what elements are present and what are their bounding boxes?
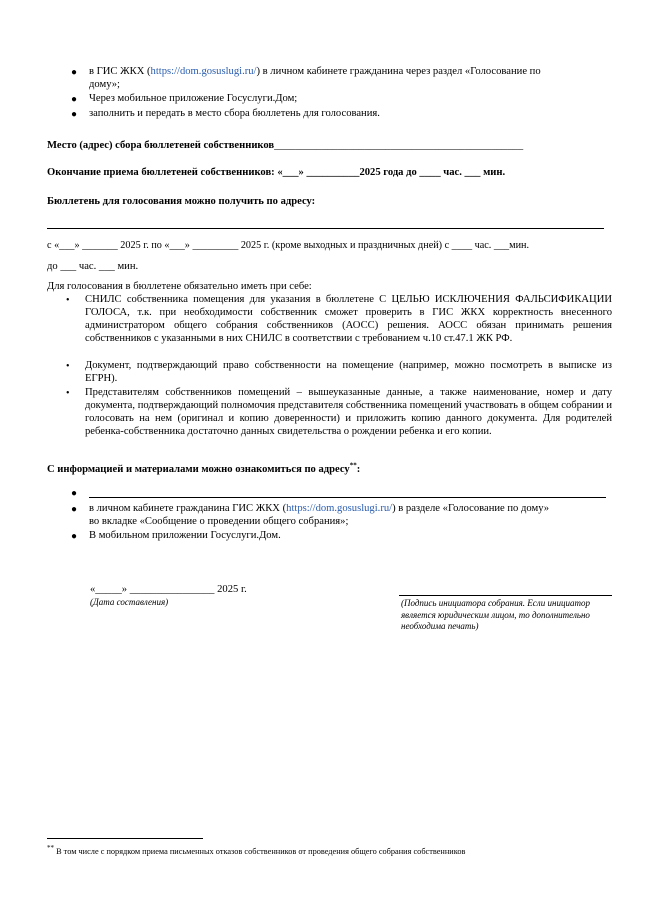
signature-caption: (Подпись инициатора собрания. Если инициатор является юридическим лицом, то дополнительно необходима печать) xyxy=(401,598,590,631)
bullet-icon: ● xyxy=(71,504,78,515)
bullet-icon: • xyxy=(66,361,70,372)
date-of-compilation-line: «_____» ________________ 2025 г. xyxy=(90,584,247,595)
requirement-snils: СНИЛС собственника помещения для указания в бюллетене С ЦЕЛЬЮ ИСКЛЮЧЕНИЯ ФАЛЬСИФИКАЦИИ ГОЛОСА, т.к. при необходимости собственник сможет проверить в ГИС ЖКХ корректность внесенного администратором общего собрания собственников (АОСС) решения. АОСС обязан принимать решения собственников с указанными в них СНИЛС в соответствии с требованием ч.10 ст.47.1 ЖК РФ. xyxy=(85,294,612,345)
materials-address-blank xyxy=(89,497,606,498)
materials-gis-cabinet-cont: во вкладке «Сообщение о проведении общего собрания»; xyxy=(89,516,349,527)
gis-link[interactable]: https://dom.gosuslugi.ru/ xyxy=(150,66,257,77)
collection-place-label: Место (адрес) сбора бюллетеней собственников xyxy=(47,140,275,151)
bullet-icon: ● xyxy=(71,531,78,542)
voting-method-app: Через мобильное приложение Госуслуги.Дом; xyxy=(89,93,298,104)
requirement-representative: Представителям собственников помещений – вышеуказанные данные, а также наименование, номер и дату документа, подтверждающий полномочия представителя собственника помещений участвовать в общем собрании и голосовать на нем (оригинал и копию доверенности) и приложить копию данного документа. Для родителей ребенка-собственника достаточно данных свидетельства о рождении ребенка и его копии. xyxy=(85,387,612,438)
bullet-icon: • xyxy=(66,388,70,399)
voting-method-gis: в ГИС ЖКХ (https://dom.gosuslugi.ru/) в личном кабинете гражданина через раздел «Голосование по xyxy=(89,66,541,77)
footnote-ref: ** xyxy=(349,461,357,470)
voting-method-paper: заполнить и передать в место сбора бюллетень для голосования. xyxy=(89,108,380,119)
materials-heading: С информацией и материалами можно ознакомиться по адресу**: xyxy=(47,461,361,475)
materials-mobile-app: В мобильном приложении Госуслуги.Дом. xyxy=(89,530,281,541)
bullet-icon: ● xyxy=(71,109,78,120)
voting-method-gis-cont: дому»; xyxy=(89,79,120,90)
requirements-intro: Для голосования в бюллетене обязательно иметь при себе: xyxy=(47,281,312,292)
end-of-reception-line xyxy=(47,166,505,179)
bullet-icon: ● xyxy=(71,67,78,78)
ballot-address-blank-line xyxy=(47,228,604,229)
end-of-reception-label: Окончание приема бюллетеней собственников xyxy=(47,167,272,178)
gis-link-materials[interactable]: https://dom.gosuslugi.ru/ xyxy=(286,503,393,514)
bullet-icon: ● xyxy=(71,488,78,499)
materials-gis-cabinet: в личном кабинете гражданина ГИС ЖКХ (https://dom.gosuslugi.ru/) в разделе «Голосование по дому» xyxy=(89,503,550,514)
end-of-reception-datetime: : «___» __________2025 года до ____ час. ___ мин. xyxy=(271,167,506,178)
footnote-separator xyxy=(47,838,203,839)
collection-place-line xyxy=(47,139,523,152)
footnote-marker: ** xyxy=(47,844,54,853)
ballot-period-line: с «___» _______ 2025 г. по «___» _________ 2025 г. (кроме выходных и праздничных дней) с ____ час. ___мин. xyxy=(47,240,530,251)
ballot-address-label: Бюллетень для голосования можно получить по адресу: xyxy=(47,196,316,207)
requirement-ownership-doc: Документ, подтверждающий право собственности на помещение (например, можно посмотреть в выписке из ЕГРН). xyxy=(85,360,612,385)
bullet-icon: ● xyxy=(71,94,78,105)
footnote-text: В том числе с порядком приема письменных отказов собственников от проведения общего собрания собственников xyxy=(54,847,466,856)
signature-line xyxy=(399,595,612,596)
footnote xyxy=(47,846,465,857)
bullet-icon: • xyxy=(66,295,70,306)
collection-place-blank: _______________________________________________ xyxy=(274,140,524,151)
ballot-until-line: до ___ час. ___ мин. xyxy=(47,261,139,272)
date-of-compilation-caption: (Дата составления) xyxy=(90,597,169,607)
